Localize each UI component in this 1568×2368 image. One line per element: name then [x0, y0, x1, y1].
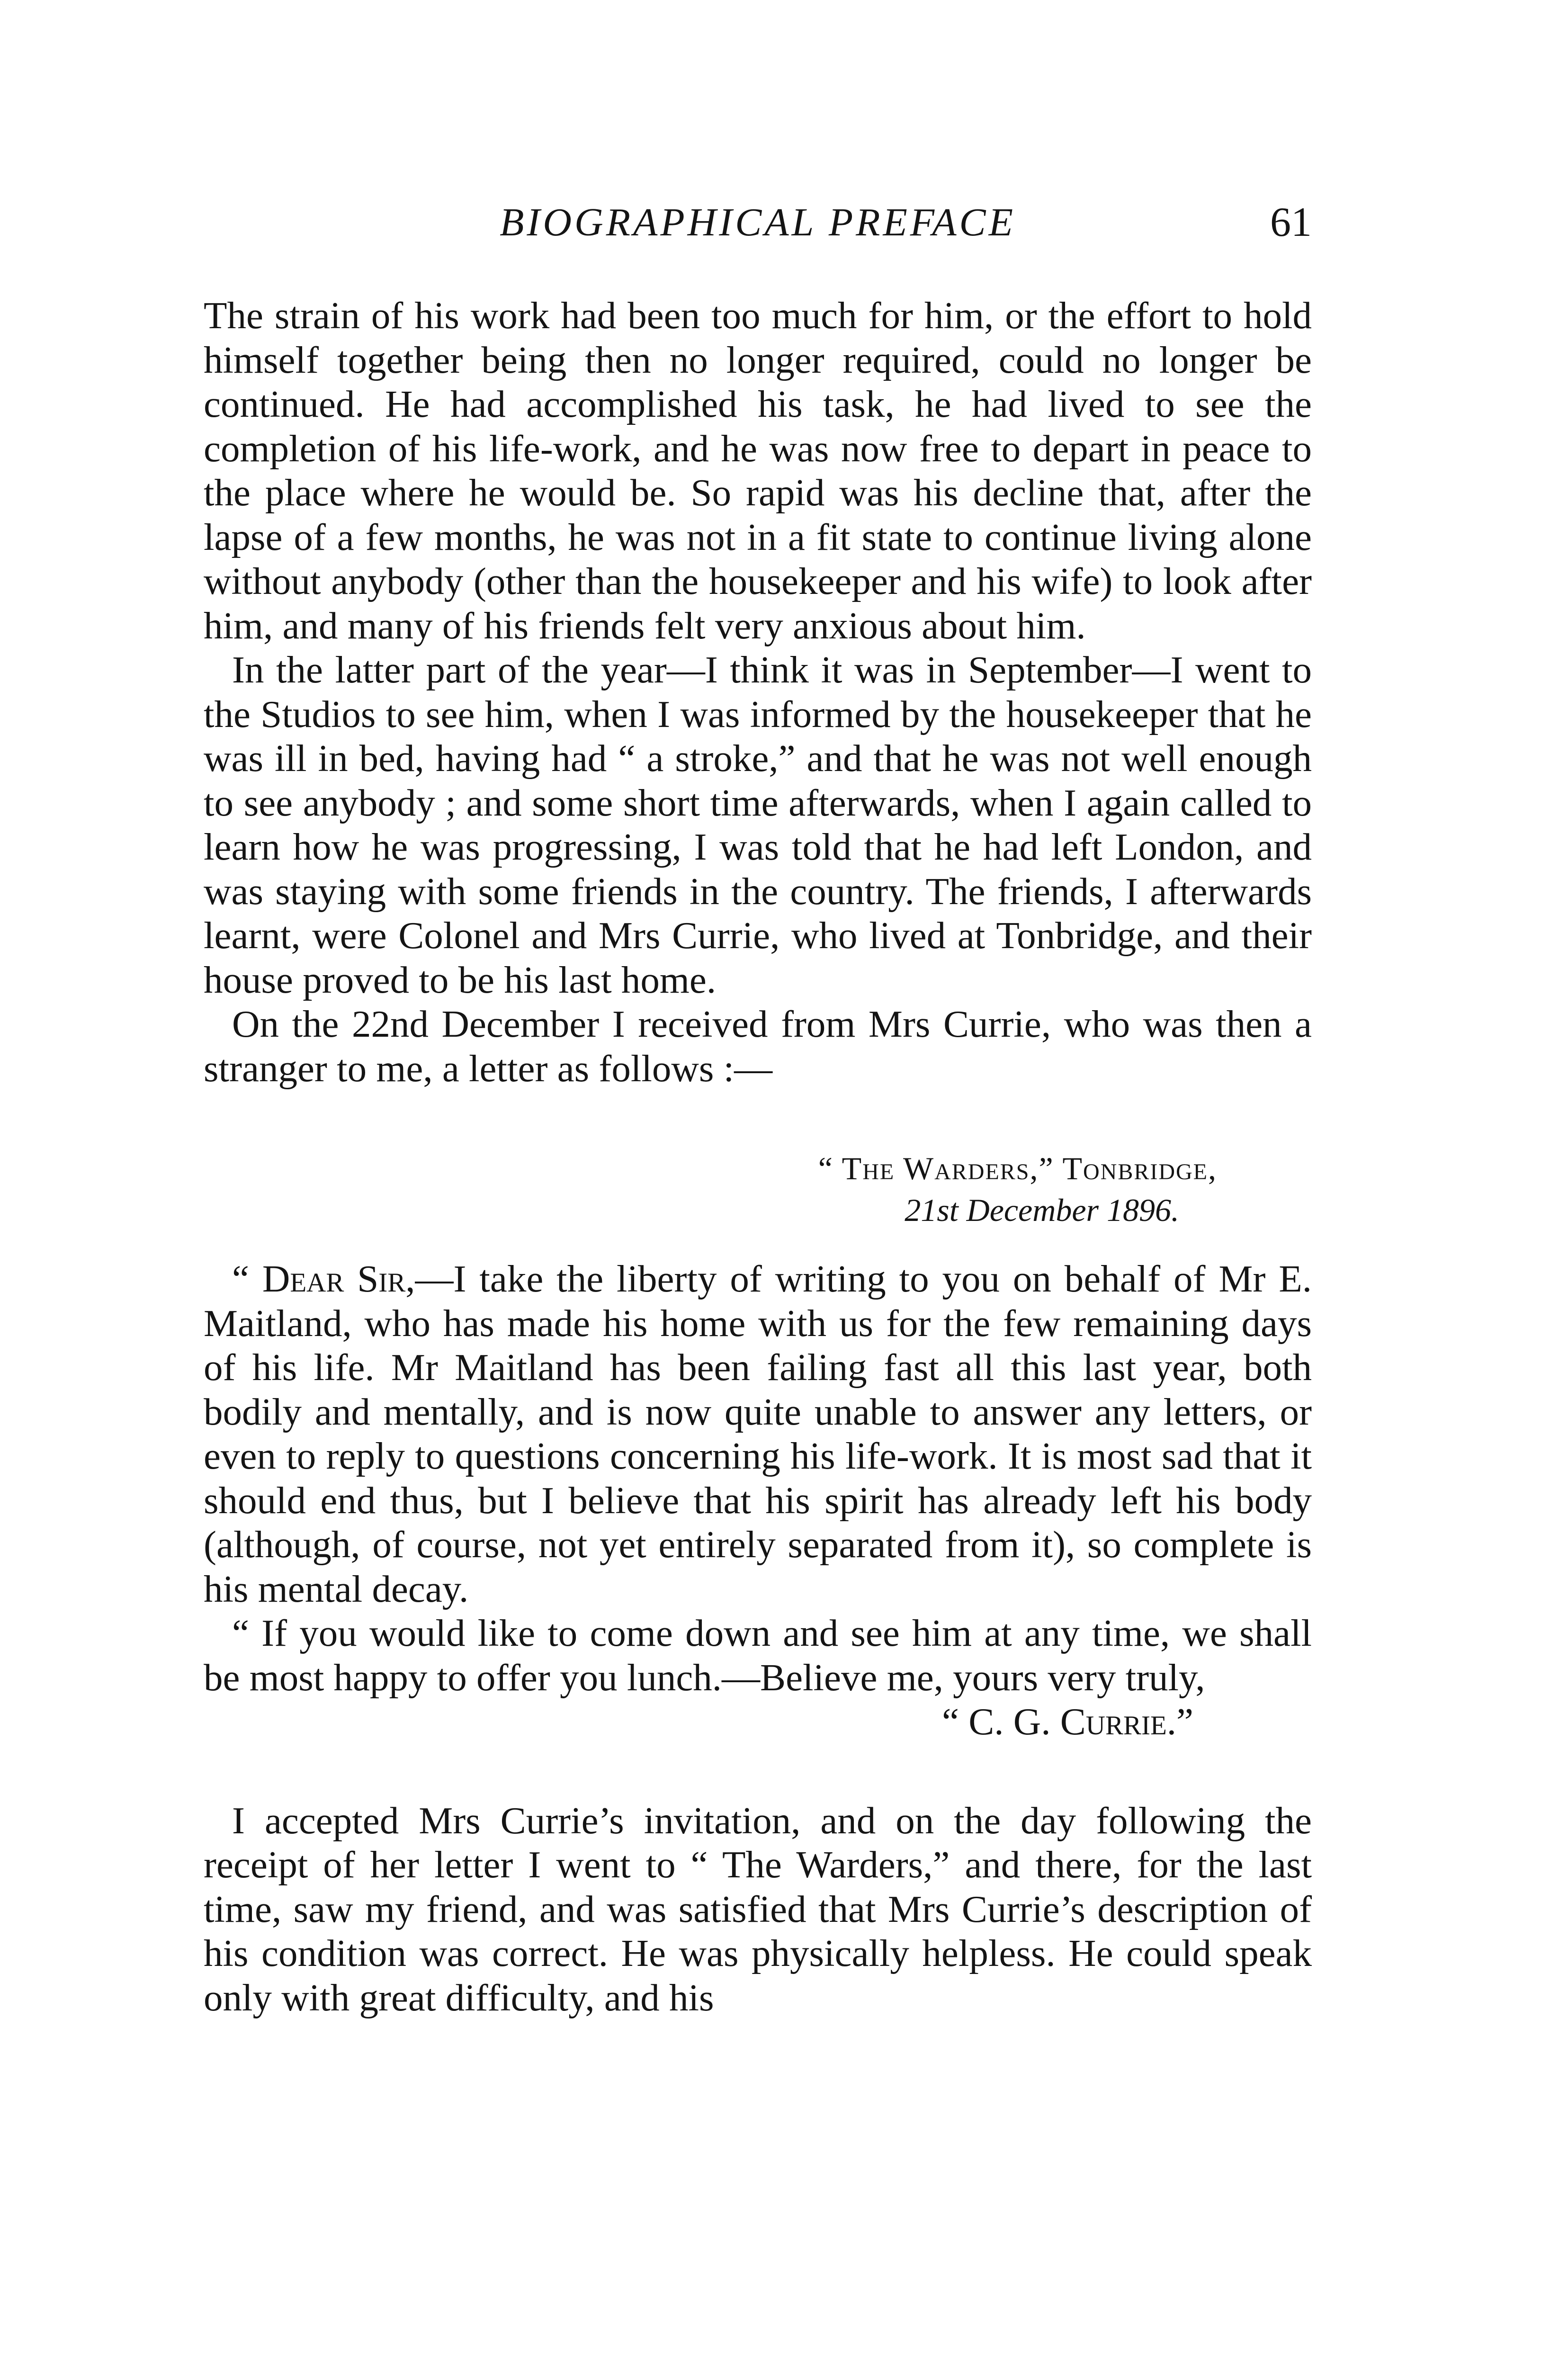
letter-date: 21st December 1896. — [905, 1192, 1179, 1228]
paragraph-strain: The strain of his work had been too much for him, or the effort to hold himself together being then no longer required, could no longer be continued. He had accomplished his task, he had lived to see the completion of his life-work, and he was now free to depart in peace to the place where he would be. So rapid was his decline that, after the lapse of a few months, he was not in a fit state to continue living alone without anybody (other than the housekeeper and his wife) to look after him, and many of his friends felt very anxious about him. — [204, 294, 1312, 647]
body-text — [204, 294, 1312, 2020]
letter-heading — [204, 1148, 1312, 1231]
page-header — [204, 197, 1312, 249]
running-title: BIOGRAPHICAL PREFACE — [500, 200, 1016, 244]
letter-paragraph-2: “ If you would like to come down and see him at any time, we shall be most happy to offer you lunch.—Believe me, yours very truly, — [204, 1612, 1312, 1699]
letter-paragraph-1 — [204, 1257, 1312, 1611]
paragraph-december: On the 22nd December I received from Mrs Currie, who was then a stranger to me, a letter as follows :— — [204, 1003, 1312, 1090]
page-number: 61 — [1270, 199, 1312, 245]
letter-address: “ The Warders,” Tonbridge, — [818, 1150, 1217, 1186]
letter-signature: “ C. G. Currie.” — [942, 1700, 1193, 1743]
letter-salutation: “ Dear Sir, — [232, 1257, 415, 1300]
letter-paragraph-1-text: —I take the liberty of writing to you on behalf of Mr E. Maitland, who has made his home with us for the few remaining days of his life. Mr Maitland has been failing fast all this last year, both bodily and mentally, and is now quite unable to answer any letters, or even to reply to questions concerning his life-work. It is most sad that it should end thus, but I believe that his spirit has already left his body (although, of course, not yet entirely separated from it), so complete is his mental decay. — [204, 1257, 1312, 1610]
paragraph-visit: I accepted Mrs Currie’s invitation, and on the day following the receipt of her letter I went to “ The Warders,” and there, for the last time, saw my friend, and was satisfied that Mrs Currie’s description of his condition was correct. He was physically helpless. He could speak only with great difficulty, and his — [204, 1799, 1312, 2019]
paragraph-september: In the latter part of the year—I think it was in September—I went to the Studios to see him, when I was informed by the housekeeper that he was ill in bed, having had “ a stroke,” and that he was not well enough to see anybody ; and some short time afterwards, when I again called to learn how he was progressing, I was told that he had left London, and was staying with some friends in the country. The friends, I afterwards learnt, were Colonel and Mrs Currie, who lived at Tonbridge, and their house proved to be his last home. — [204, 648, 1312, 1001]
